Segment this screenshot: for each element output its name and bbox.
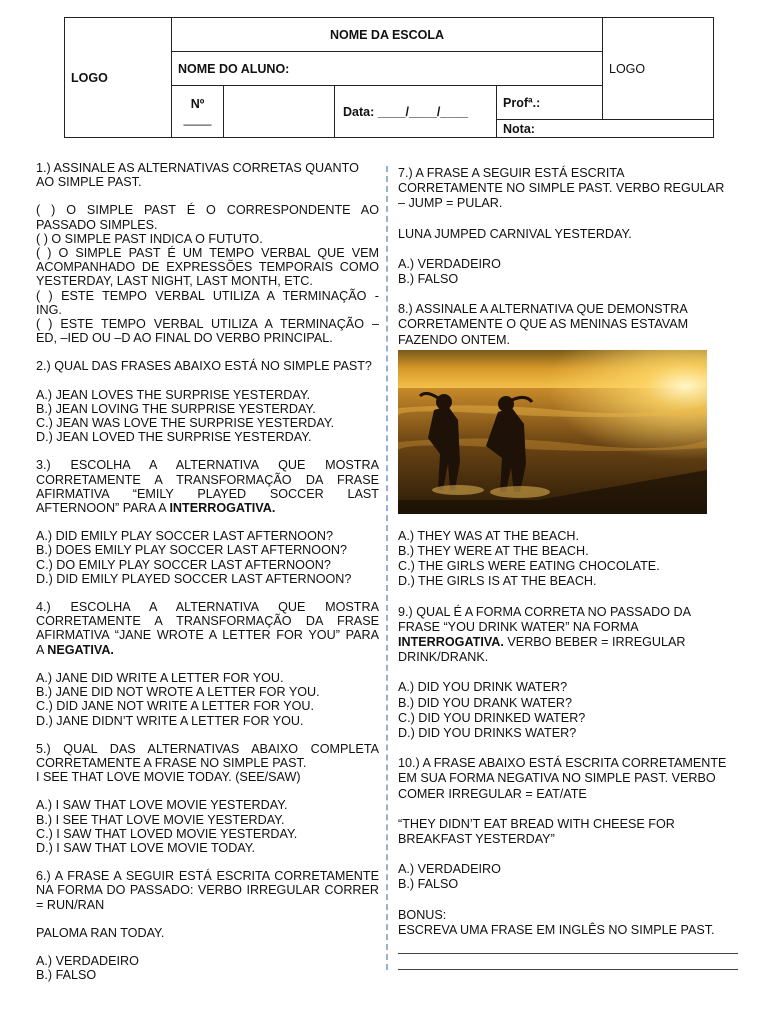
q4-title-cont2: AFIRMATIVA “JANE WROTE A LETTER FOR YOU” PARA [36, 628, 379, 643]
date-field[interactable]: Data: ____/____/____ [335, 86, 497, 138]
q7-option-a[interactable]: A.) VERDADEIRO [398, 256, 501, 271]
question-3 [36, 458, 379, 586]
q4-title-bold: NEGATIVA. [47, 642, 114, 657]
question-9 [398, 605, 738, 742]
bonus-question [398, 908, 738, 970]
grade-field[interactable]: Nota: [497, 120, 714, 138]
q4-option-d[interactable]: D.) JANE DIDN’T WRITE A LETTER FOR YOU. [36, 713, 304, 728]
logo-right: LOGO [603, 18, 714, 120]
q10-title-cont: EM SUA FORMA NEGATIVA NO SIMPLE PAST. VERBO [398, 771, 716, 786]
beach-sunset-photo [398, 350, 707, 514]
q1-option-5-cont: ED, –IED OU –D AO FINAL DO VERBO PRINCIPAL. [36, 331, 333, 346]
q5-title: 5.) QUAL DAS ALTERNATIVAS ABAIXO COMPLETA [36, 741, 379, 756]
answer-line-2[interactable] [398, 954, 738, 970]
q3-option-b[interactable]: B.) DOES EMILY PLAY SOCCER LAST AFTERNOON? [36, 543, 347, 558]
q6-title: 6.) A FRASE A SEGUIR ESTÁ ESCRITA CORRETAMENTE [36, 869, 379, 884]
q2-option-d[interactable]: D.) JEAN LOVED THE SURPRISE YESTERDAY. [36, 430, 312, 445]
column-divider [386, 166, 388, 970]
q3-option-a[interactable]: A.) DID EMILY PLAY SOCCER LAST AFTERNOON? [36, 529, 333, 544]
number-value-cell[interactable] [224, 86, 335, 138]
header-table [64, 17, 714, 138]
q9-title-cont3: DRINK/DRANK. [398, 650, 489, 665]
q10-title: 10.) A FRASE ABAIXO ESTÁ ESCRITA CORRETAMENTE [398, 756, 727, 771]
q5-sentence: I SEE THAT LOVE MOVIE TODAY. (SEE/SAW) [36, 770, 301, 785]
q3-option-c[interactable]: C.) DO EMILY PLAY SOCCER LAST AFTERNOON? [36, 557, 331, 572]
q8-option-a[interactable]: A.) THEY WAS AT THE BEACH. [398, 528, 580, 543]
q6-title-cont2: = RUN/RAN [36, 897, 105, 912]
question-1 [36, 161, 379, 345]
q1-option-4[interactable]: ( ) ESTE TEMPO VERBAL UTILIZA A TERMINAÇÃO - [36, 288, 379, 303]
q7-title: 7.) A FRASE A SEGUIR ESTÁ ESCRITA [398, 166, 625, 180]
q5-option-d[interactable]: D.) I SAW THAT LOVE MOVIE TODAY. [36, 840, 256, 855]
q1-option-3[interactable]: ( ) O SIMPLE PAST É UM TEMPO VERBAL QUE VEM [36, 246, 379, 261]
student-name-field[interactable]: NOME DO ALUNO: [172, 52, 603, 86]
q3-title-cont: CORRETAMENTE A TRANSFORMAÇÃO DA FRASE [36, 472, 379, 487]
right-column [398, 166, 738, 970]
q9-title-cont2 [398, 635, 738, 650]
answer-line-1[interactable] [398, 938, 738, 954]
q2-title: 2.) QUAL DAS FRASES ABAIXO ESTÁ NO SIMPLE PAST? [36, 359, 372, 374]
q8-option-c[interactable]: C.) THE GIRLS WERE EATING CHOCOLATE. [398, 559, 660, 574]
q3-option-d[interactable]: D.) DID EMILY PLAYED SOCCER LAST AFTERNOON? [36, 571, 352, 586]
q4-title-text: A [36, 642, 48, 657]
q2-option-c[interactable]: C.) JEAN WAS LOVE THE SURPRISE YESTERDAY. [36, 416, 335, 431]
q5-title-cont: CORRETAMENTE A FRASE NO SIMPLE PAST. [36, 755, 307, 770]
q9-title-bold: INTERROGATIVA. [398, 635, 504, 650]
question-10 [398, 756, 738, 892]
q9-title-cont: FRASE “YOU DRINK WATER” NA FORMA [398, 619, 639, 634]
q4-option-c[interactable]: C.) DID JANE NOT WRITE A LETTER FOR YOU. [36, 699, 315, 714]
q8-title-cont: CORRETAMENTE O QUE AS MENINAS ESTAVAM [398, 317, 689, 332]
bonus-title: BONUS: [398, 907, 447, 922]
q4-title-cont3 [36, 643, 379, 657]
question-7 [398, 166, 738, 287]
q6-option-b[interactable]: B.) FALSO [36, 968, 97, 983]
q8-title: 8.) ASSINALE A ALTERNATIVA QUE DEMONSTRA [398, 302, 688, 317]
q7-sentence: LUNA JUMPED CARNIVAL YESTERDAY. [398, 226, 632, 241]
q8-option-d[interactable]: D.) THE GIRLS IS AT THE BEACH. [398, 574, 597, 589]
q5-option-c[interactable]: C.) I SAW THAT LOVED MOVIE YESTERDAY. [36, 826, 298, 841]
q7-option-b[interactable]: B.) FALSO [398, 272, 459, 287]
q6-title-cont: NA FORMA DO PASSADO: VERBO IRREGULAR CORRER [36, 883, 379, 898]
q4-title-cont: CORRETAMENTE A TRANSFORMAÇÃO DA FRASE [36, 614, 379, 629]
q3-title-cont3 [36, 501, 379, 515]
q9-option-b[interactable]: B.) DID YOU DRANK WATER? [398, 695, 572, 710]
q1-option-3-cont: ACOMPANHADO DE EXPRESSÕES TEMPORAIS COMO [36, 260, 379, 275]
q6-sentence: PALOMA RAN TODAY. [36, 925, 165, 940]
q3-title-bold: INTERROGATIVA. [169, 501, 276, 516]
question-5 [36, 742, 379, 855]
q1-option-4-cont: ING. [36, 302, 62, 317]
q10-option-a[interactable]: A.) VERDADEIRO [398, 862, 501, 877]
q9-title: 9.) QUAL É A FORMA CORRETA NO PASSADO DA [398, 604, 691, 619]
q4-title: 4.) ESCOLHA A ALTERNATIVA QUE MOSTRA [36, 600, 379, 615]
q4-option-b[interactable]: B.) JANE DID NOT WROTE A LETTER FOR YOU. [36, 685, 320, 700]
q4-option-a[interactable]: A.) JANE DID WRITE A LETTER FOR YOU. [36, 670, 284, 685]
number-label: Nº [190, 96, 205, 111]
q8-option-b[interactable]: B.) THEY WERE AT THE BEACH. [398, 544, 589, 559]
q1-title-cont: AO SIMPLE PAST. [36, 175, 142, 190]
q5-option-a[interactable]: A.) I SAW THAT LOVE MOVIE YESTERDAY. [36, 798, 288, 813]
teacher-field[interactable]: Profª.: [497, 86, 603, 120]
q10-sentence-cont: BREAKFAST YESTERDAY” [398, 832, 555, 847]
q10-option-b[interactable]: B.) FALSO [398, 877, 459, 892]
bonus-instruction: ESCREVA UMA FRASE EM INGLÊS NO SIMPLE PAST. [398, 922, 715, 937]
q1-option-2[interactable]: ( ) O SIMPLE PAST INDICA O FUTUTO. [36, 231, 263, 246]
q2-option-a[interactable]: A.) JEAN LOVES THE SURPRISE YESTERDAY. [36, 387, 311, 402]
q10-title-cont2: COMER IRREGULAR = EAT/ATE [398, 786, 587, 801]
q1-option-1[interactable]: ( ) O SIMPLE PAST É O CORRESPONDENTE AO [36, 203, 379, 218]
question-6 [36, 869, 379, 982]
left-column [36, 161, 379, 982]
q9-option-c[interactable]: C.) DID YOU DRINKED WATER? [398, 710, 586, 725]
q2-option-b[interactable]: B.) JEAN LOVING THE SURPRISE YESTERDAY. [36, 401, 316, 416]
number-blank: ____ [183, 111, 212, 126]
q3-title-cont2: AFIRMATIVA “EMILY PLAYED SOCCER LAST [36, 486, 379, 501]
q7-title-cont: CORRETAMENTE NO SIMPLE PAST. VERBO REGULAR [398, 181, 725, 196]
q1-option-5[interactable]: ( ) ESTE TEMPO VERBAL UTILIZA A TERMINAÇÃO – [36, 317, 379, 332]
q1-option-1-cont: PASSADO SIMPLES. [36, 217, 158, 232]
student-number-field[interactable] [172, 86, 224, 138]
school-name: NOME DA ESCOLA [172, 18, 603, 52]
q6-option-a[interactable]: A.) VERDADEIRO [36, 953, 139, 968]
q7-title-cont2: – JUMP = PULAR. [398, 196, 503, 211]
q1-option-3-cont2: YESTERDAY, LAST NIGHT, LAST MONTH, ETC. [36, 274, 313, 289]
q9-option-d[interactable]: D.) DID YOU DRINKS WATER? [398, 726, 577, 741]
q9-option-a[interactable]: A.) DID YOU DRINK WATER? [398, 680, 568, 695]
q8-title-cont2: FAZENDO ONTEM. [398, 332, 510, 347]
q9-title-text: VERBO BEBER = IRREGULAR [503, 635, 686, 650]
q3-title: 3.) ESCOLHA A ALTERNATIVA QUE MOSTRA [36, 458, 379, 473]
logo-left: LOGO [65, 18, 172, 138]
question-2 [36, 359, 379, 444]
q3-title-text: AFTERNOON” PARA A [36, 501, 170, 516]
question-8 [398, 302, 738, 589]
q10-sentence: “THEY DIDN’T EAT BREAD WITH CHEESE FOR [398, 816, 675, 831]
question-4 [36, 600, 379, 728]
q1-title: 1.) ASSINALE AS ALTERNATIVAS CORRETAS QUANTO [36, 161, 359, 175]
q5-option-b[interactable]: B.) I SEE THAT LOVE MOVIE YESTERDAY. [36, 812, 285, 827]
